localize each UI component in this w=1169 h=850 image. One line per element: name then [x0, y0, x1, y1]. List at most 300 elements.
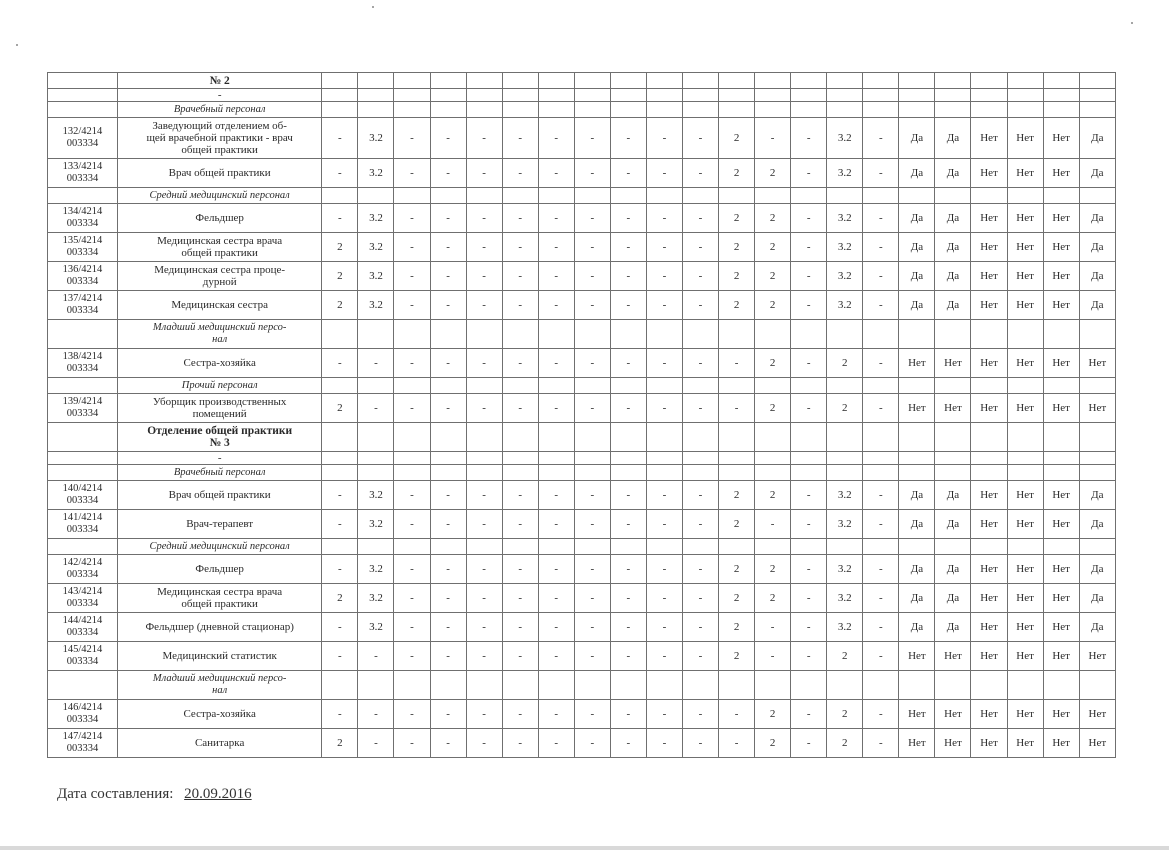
- assessment-value: -: [538, 118, 574, 159]
- assessment-value: -: [430, 481, 466, 510]
- assessment-value: Нет: [971, 118, 1007, 159]
- empty-cell: [502, 320, 538, 349]
- assessment-value: -: [646, 394, 682, 423]
- empty-cell: [827, 539, 863, 555]
- compilation-date-value: 20.09.2016: [184, 786, 252, 802]
- workplace-code: 141/4214 003334: [48, 510, 118, 539]
- empty-cell: [682, 188, 718, 204]
- empty-cell: [394, 671, 430, 700]
- assessment-value: -: [394, 233, 430, 262]
- empty-cell: [791, 73, 827, 89]
- empty-cell: [971, 102, 1007, 118]
- empty-cell: [574, 671, 610, 700]
- empty-cell: [1043, 102, 1079, 118]
- empty-cell: [899, 452, 935, 465]
- empty-cell: [1079, 452, 1115, 465]
- assessment-value: 3.2: [358, 159, 394, 188]
- assessment-value: 2: [827, 642, 863, 671]
- empty-cell: [863, 465, 899, 481]
- empty-cell: [48, 423, 118, 452]
- table-row: [48, 291, 1116, 320]
- staff-category-row: [48, 671, 1116, 700]
- empty-cell: [971, 423, 1007, 452]
- assessment-value: Нет: [1043, 291, 1079, 320]
- assessment-value: -: [863, 700, 899, 729]
- assessment-value: Нет: [935, 349, 971, 378]
- assessment-value: -: [646, 233, 682, 262]
- position-name: Медицинская сестра: [117, 291, 321, 320]
- assessment-value: -: [430, 291, 466, 320]
- empty-cell: [574, 539, 610, 555]
- assessment-value: Да: [899, 555, 935, 584]
- assessment-value: -: [610, 642, 646, 671]
- assessment-value: -: [791, 159, 827, 188]
- empty-cell: [791, 320, 827, 349]
- assessment-value: -: [502, 642, 538, 671]
- assessment-value: Нет: [935, 394, 971, 423]
- assessment-value: Нет: [1079, 349, 1115, 378]
- empty-cell: [827, 423, 863, 452]
- empty-cell: [863, 423, 899, 452]
- empty-cell: [646, 89, 682, 102]
- assessment-value: -: [466, 584, 502, 613]
- assessment-value: -: [610, 555, 646, 584]
- empty-cell: [791, 671, 827, 700]
- department-note-row: [48, 452, 1116, 465]
- empty-cell: [430, 102, 466, 118]
- department-note: -: [117, 452, 321, 465]
- assessment-value: Нет: [1043, 204, 1079, 233]
- assessment-value: -: [538, 204, 574, 233]
- empty-cell: [863, 102, 899, 118]
- assessment-value: Да: [899, 291, 935, 320]
- assessment-value: -: [646, 204, 682, 233]
- empty-cell: [971, 452, 1007, 465]
- staff-assessment-table: [47, 72, 1116, 758]
- empty-cell: [646, 378, 682, 394]
- assessment-value: 3.2: [358, 204, 394, 233]
- assessment-value: Да: [935, 481, 971, 510]
- assessment-value: Нет: [971, 642, 1007, 671]
- empty-cell: [682, 423, 718, 452]
- assessment-value: 3.2: [827, 510, 863, 539]
- empty-cell: [899, 539, 935, 555]
- empty-cell: [430, 320, 466, 349]
- empty-cell: [791, 102, 827, 118]
- empty-cell: [48, 452, 118, 465]
- assessment-value: -: [538, 700, 574, 729]
- workplace-code: 133/4214 003334: [48, 159, 118, 188]
- assessment-value: -: [538, 642, 574, 671]
- empty-cell: [719, 89, 755, 102]
- empty-cell: [971, 671, 1007, 700]
- empty-cell: [719, 378, 755, 394]
- empty-cell: [466, 320, 502, 349]
- empty-cell: [610, 452, 646, 465]
- empty-cell: [358, 452, 394, 465]
- empty-cell: [430, 671, 466, 700]
- assessment-value: -: [466, 642, 502, 671]
- empty-cell: [935, 89, 971, 102]
- empty-cell: [322, 102, 358, 118]
- empty-cell: [322, 378, 358, 394]
- assessment-value: -: [394, 700, 430, 729]
- empty-cell: [358, 539, 394, 555]
- assessment-value: Нет: [1007, 729, 1043, 758]
- table-row: [48, 204, 1116, 233]
- assessment-value: 2: [755, 159, 791, 188]
- workplace-code: 143/4214 003334: [48, 584, 118, 613]
- empty-cell: [502, 102, 538, 118]
- table-row: [48, 159, 1116, 188]
- table-row: [48, 394, 1116, 423]
- table-row: [48, 729, 1116, 758]
- assessment-value: -: [646, 700, 682, 729]
- assessment-value: Нет: [1007, 349, 1043, 378]
- assessment-value: -: [502, 233, 538, 262]
- assessment-value: -: [863, 584, 899, 613]
- empty-cell: [755, 423, 791, 452]
- empty-cell: [863, 452, 899, 465]
- empty-cell: [971, 320, 1007, 349]
- empty-cell: [574, 188, 610, 204]
- empty-cell: [322, 73, 358, 89]
- assessment-value: 3.2: [358, 262, 394, 291]
- empty-cell: [502, 378, 538, 394]
- assessment-value: -: [394, 510, 430, 539]
- assessment-value: Да: [1079, 204, 1115, 233]
- assessment-value: 2: [719, 613, 755, 642]
- assessment-value: -: [574, 394, 610, 423]
- assessment-value: Нет: [935, 729, 971, 758]
- empty-cell: [1043, 671, 1079, 700]
- assessment-value: -: [682, 349, 718, 378]
- assessment-value: Нет: [1007, 700, 1043, 729]
- assessment-value: -: [502, 349, 538, 378]
- assessment-value: -: [430, 613, 466, 642]
- assessment-value: -: [394, 159, 430, 188]
- empty-cell: [610, 671, 646, 700]
- assessment-value: -: [466, 233, 502, 262]
- assessment-value: -: [430, 642, 466, 671]
- assessment-value: -: [863, 159, 899, 188]
- assessment-value: 2: [755, 349, 791, 378]
- assessment-value: Нет: [971, 729, 1007, 758]
- empty-cell: [1007, 423, 1043, 452]
- assessment-value: -: [682, 642, 718, 671]
- assessment-value: -: [646, 262, 682, 291]
- empty-cell: [682, 452, 718, 465]
- table-row: [48, 510, 1116, 539]
- assessment-value: -: [610, 291, 646, 320]
- empty-cell: [1007, 320, 1043, 349]
- assessment-value: Да: [1079, 233, 1115, 262]
- assessment-value: 3.2: [358, 584, 394, 613]
- empty-cell: [1079, 539, 1115, 555]
- assessment-value: -: [682, 555, 718, 584]
- assessment-value: -: [574, 291, 610, 320]
- empty-cell: [358, 188, 394, 204]
- empty-cell: [394, 102, 430, 118]
- assessment-value: Нет: [971, 291, 1007, 320]
- assessment-value: Да: [1079, 262, 1115, 291]
- assessment-value: Да: [899, 262, 935, 291]
- empty-cell: [935, 73, 971, 89]
- empty-cell: [574, 320, 610, 349]
- assessment-value: -: [538, 159, 574, 188]
- assessment-value: Нет: [1043, 118, 1079, 159]
- assessment-value: Нет: [899, 729, 935, 758]
- empty-cell: [430, 378, 466, 394]
- assessment-value: 2: [719, 555, 755, 584]
- empty-cell: [466, 73, 502, 89]
- workplace-code: 134/4214 003334: [48, 204, 118, 233]
- assessment-value: -: [863, 118, 899, 159]
- assessment-value: -: [574, 481, 610, 510]
- assessment-value: -: [863, 642, 899, 671]
- empty-cell: [48, 539, 118, 555]
- empty-cell: [358, 423, 394, 452]
- assessment-value: Нет: [971, 584, 1007, 613]
- assessment-value: -: [791, 204, 827, 233]
- assessment-value: -: [394, 118, 430, 159]
- assessment-value: -: [791, 291, 827, 320]
- staff-category-row: [48, 188, 1116, 204]
- empty-cell: [394, 423, 430, 452]
- assessment-value: Да: [935, 204, 971, 233]
- empty-cell: [538, 378, 574, 394]
- assessment-value: 3.2: [827, 118, 863, 159]
- assessment-value: Да: [899, 584, 935, 613]
- assessment-value: -: [502, 159, 538, 188]
- assessment-value: -: [502, 613, 538, 642]
- empty-cell: [1043, 539, 1079, 555]
- assessment-value: -: [863, 233, 899, 262]
- assessment-value: 2: [322, 729, 358, 758]
- empty-cell: [322, 465, 358, 481]
- assessment-value: -: [646, 613, 682, 642]
- empty-cell: [394, 378, 430, 394]
- department-note-row: [48, 89, 1116, 102]
- empty-cell: [538, 102, 574, 118]
- empty-cell: [827, 188, 863, 204]
- empty-cell: [48, 102, 118, 118]
- assessment-value: -: [610, 584, 646, 613]
- table-row: [48, 118, 1116, 159]
- assessment-value: -: [394, 555, 430, 584]
- empty-cell: [430, 452, 466, 465]
- position-name: Медицинская сестра врача общей практики: [117, 584, 321, 613]
- empty-cell: [719, 320, 755, 349]
- assessment-value: 2: [719, 262, 755, 291]
- assessment-value: -: [863, 613, 899, 642]
- assessment-value: -: [755, 510, 791, 539]
- empty-cell: [1007, 89, 1043, 102]
- empty-cell: [502, 73, 538, 89]
- empty-cell: [899, 378, 935, 394]
- empty-cell: [682, 73, 718, 89]
- assessment-value: Нет: [971, 394, 1007, 423]
- empty-cell: [430, 73, 466, 89]
- empty-cell: [610, 73, 646, 89]
- assessment-value: -: [646, 349, 682, 378]
- department-note: -: [117, 89, 321, 102]
- assessment-value: -: [646, 555, 682, 584]
- position-name: Медицинская сестра проце- дурной: [117, 262, 321, 291]
- assessment-value: -: [755, 613, 791, 642]
- empty-cell: [322, 452, 358, 465]
- empty-cell: [1007, 378, 1043, 394]
- assessment-value: -: [502, 729, 538, 758]
- assessment-value: -: [791, 262, 827, 291]
- assessment-value: -: [574, 262, 610, 291]
- assessment-value: Да: [1079, 555, 1115, 584]
- empty-cell: [719, 465, 755, 481]
- assessment-value: -: [682, 481, 718, 510]
- assessment-value: Нет: [971, 481, 1007, 510]
- empty-cell: [48, 73, 118, 89]
- empty-cell: [935, 671, 971, 700]
- assessment-value: 2: [755, 262, 791, 291]
- assessment-value: -: [430, 159, 466, 188]
- assessment-value: 2: [755, 291, 791, 320]
- empty-cell: [574, 465, 610, 481]
- assessment-value: -: [574, 642, 610, 671]
- empty-cell: [322, 423, 358, 452]
- empty-cell: [610, 320, 646, 349]
- empty-cell: [1007, 539, 1043, 555]
- empty-cell: [322, 188, 358, 204]
- assessment-value: -: [646, 642, 682, 671]
- staff-category-label: Средний медицинский персонал: [117, 539, 321, 555]
- assessment-value: -: [502, 291, 538, 320]
- empty-cell: [646, 188, 682, 204]
- empty-cell: [899, 188, 935, 204]
- assessment-value: Нет: [1043, 700, 1079, 729]
- empty-cell: [1007, 102, 1043, 118]
- empty-cell: [430, 89, 466, 102]
- assessment-value: Нет: [971, 262, 1007, 291]
- assessment-value: -: [466, 204, 502, 233]
- empty-cell: [538, 423, 574, 452]
- assessment-value: -: [863, 481, 899, 510]
- assessment-value: Да: [935, 262, 971, 291]
- assessment-value: -: [322, 159, 358, 188]
- assessment-value: Нет: [971, 700, 1007, 729]
- empty-cell: [827, 73, 863, 89]
- empty-cell: [827, 320, 863, 349]
- empty-cell: [935, 423, 971, 452]
- assessment-value: -: [466, 159, 502, 188]
- empty-cell: [719, 452, 755, 465]
- assessment-value: Нет: [1007, 291, 1043, 320]
- assessment-value: -: [538, 613, 574, 642]
- empty-cell: [935, 102, 971, 118]
- empty-cell: [430, 423, 466, 452]
- empty-cell: [682, 465, 718, 481]
- assessment-value: Нет: [971, 555, 1007, 584]
- assessment-value: -: [466, 394, 502, 423]
- assessment-value: Да: [935, 159, 971, 188]
- table-row: [48, 584, 1116, 613]
- assessment-value: 3.2: [827, 291, 863, 320]
- staff-category-label: Врачебный персонал: [117, 465, 321, 481]
- empty-cell: [719, 73, 755, 89]
- assessment-value: -: [755, 642, 791, 671]
- assessment-value: -: [646, 510, 682, 539]
- assessment-value: 2: [719, 510, 755, 539]
- empty-cell: [538, 452, 574, 465]
- workplace-code: 139/4214 003334: [48, 394, 118, 423]
- assessment-value: -: [574, 159, 610, 188]
- assessment-value: 2: [827, 349, 863, 378]
- empty-cell: [863, 671, 899, 700]
- empty-cell: [322, 89, 358, 102]
- empty-cell: [574, 452, 610, 465]
- table-row: [48, 481, 1116, 510]
- empty-cell: [682, 89, 718, 102]
- assessment-value: 2: [719, 233, 755, 262]
- table-row: [48, 233, 1116, 262]
- assessment-value: -: [430, 118, 466, 159]
- assessment-value: -: [610, 349, 646, 378]
- assessment-value: Нет: [1007, 584, 1043, 613]
- empty-cell: [430, 465, 466, 481]
- empty-cell: [322, 539, 358, 555]
- table-row: [48, 642, 1116, 671]
- empty-cell: [791, 423, 827, 452]
- assessment-value: Нет: [971, 510, 1007, 539]
- empty-cell: [466, 671, 502, 700]
- empty-cell: [791, 378, 827, 394]
- assessment-value: -: [791, 555, 827, 584]
- assessment-value: -: [394, 584, 430, 613]
- empty-cell: [1079, 89, 1115, 102]
- assessment-value: 3.2: [358, 555, 394, 584]
- assessment-value: -: [863, 555, 899, 584]
- position-name: Заведующий отделением об- щей врачебной практики - врач общей практики: [117, 118, 321, 159]
- assessment-value: 2: [719, 291, 755, 320]
- empty-cell: [1043, 423, 1079, 452]
- empty-cell: [574, 89, 610, 102]
- assessment-value: Нет: [1007, 613, 1043, 642]
- empty-cell: [899, 320, 935, 349]
- assessment-value: -: [394, 349, 430, 378]
- assessment-value: Да: [1079, 613, 1115, 642]
- staff-category-label: Младший медицинский персо- нал: [117, 320, 321, 349]
- empty-cell: [971, 378, 1007, 394]
- empty-cell: [394, 320, 430, 349]
- assessment-value: 2: [322, 233, 358, 262]
- assessment-value: -: [574, 349, 610, 378]
- empty-cell: [863, 89, 899, 102]
- assessment-value: -: [538, 233, 574, 262]
- empty-cell: [646, 423, 682, 452]
- assessment-value: -: [538, 394, 574, 423]
- workplace-code: 147/4214 003334: [48, 729, 118, 758]
- assessment-value: 3.2: [358, 291, 394, 320]
- position-name: Медицинский статистик: [117, 642, 321, 671]
- empty-cell: [538, 89, 574, 102]
- assessment-value: Нет: [1043, 642, 1079, 671]
- assessment-value: Нет: [935, 642, 971, 671]
- empty-cell: [574, 102, 610, 118]
- department-heading-row: [48, 423, 1116, 452]
- assessment-value: -: [394, 642, 430, 671]
- assessment-value: 3.2: [358, 118, 394, 159]
- assessment-value: Нет: [1007, 204, 1043, 233]
- assessment-value: -: [791, 118, 827, 159]
